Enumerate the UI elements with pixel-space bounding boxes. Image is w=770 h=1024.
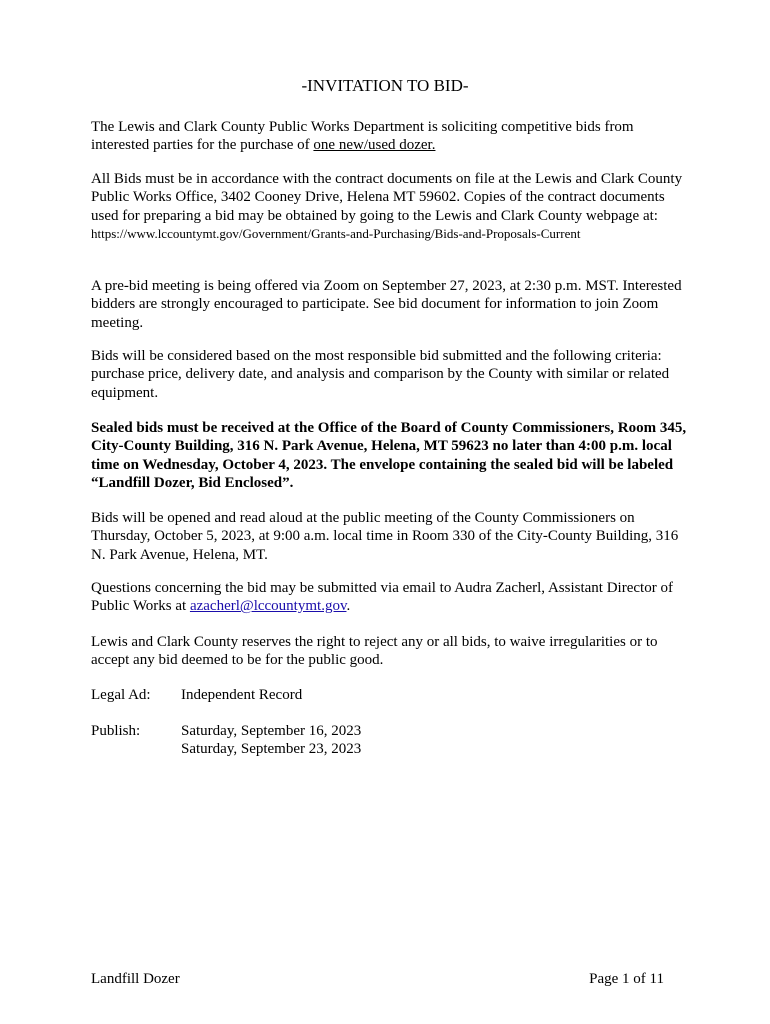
email-link[interactable]: azacherl@lccountymt.gov [189,598,347,615]
webpage-url[interactable]: https://www.lccountymt.gov/Government/Grants-and-Purchasing/Bids-and-Proposals-Current [91,225,581,241]
sealed-bids-paragraph: Sealed bids must be received at the Office of the Board of County Commissioners, Room 345, City-County Building, 316 N. Park Avenue, Helena, MT 59623 no later than 4:00 p.m. local time on Wednesday, October 4, 2023. The envelope containing the sealed bid will be labeled “Landfill Dozer, Bid Enclosed”. [91,420,687,491]
footer-page-number: Page 1 of 11 [589,971,664,987]
publish-label: Publish: [91,723,141,739]
questions-text: Questions concerning the bid may be submitted via email to Audra Zacherl, Assistant Director of Public Works at [91,580,673,615]
contract-documents-text: All Bids must be in accordance with the contract documents on file at the Lewis and Clark County Public Works Office, 3402 Cooney Drive, Helena MT 59602. Copies of the contract documents used for preparing a bid may be obtained by going to the Lewis and Clark County webpage at: [91,171,683,224]
legal-ad-value: Independent Record [181,687,303,703]
legal-ad-label: Legal Ad: [91,687,151,703]
reservation-paragraph: Lewis and Clark County reserves the right to reject any or all bids, to waive irregularities or to accept any bid deemed to be for the public good. [91,634,658,669]
criteria-paragraph: Bids will be considered based on the most responsible bid submitted and the following criteria: purchase price, delivery date, and analysis and comparison by the County with similar or related equipment. [91,348,670,401]
contract-documents-paragraph [91,170,691,243]
dozer-underlined-text: one new/used dozer. [313,137,436,154]
pre-bid-meeting-paragraph: A pre-bid meeting is being offered via Zoom on September 27, 2023, at 2:30 p.m. MST. Interested bidders are strongly encouraged to participate. See bid document for information to join Zoom meeting. [91,278,682,331]
footer-document-name: Landfill Dozer [91,971,180,987]
bid-opening-paragraph: Bids will be opened and read aloud at the public meeting of the County Commissioners on Thursday, October 5, 2023, at 9:00 a.m. local time in Room 330 of the City-County Building, 316 N. Park Avenue, Helena, MT. [91,510,679,563]
document-title: -INVITATION TO BID- [301,76,469,95]
intro-paragraph [91,118,691,155]
questions-paragraph [91,579,691,616]
publish-date-1: Saturday, September 16, 2023 [181,723,362,739]
questions-end: . [346,598,351,615]
intro-text: The Lewis and Clark County Public Works Department is soliciting competitive bids from interested parties for the purchase of [91,119,634,154]
publish-date-2: Saturday, September 23, 2023 [181,741,362,757]
